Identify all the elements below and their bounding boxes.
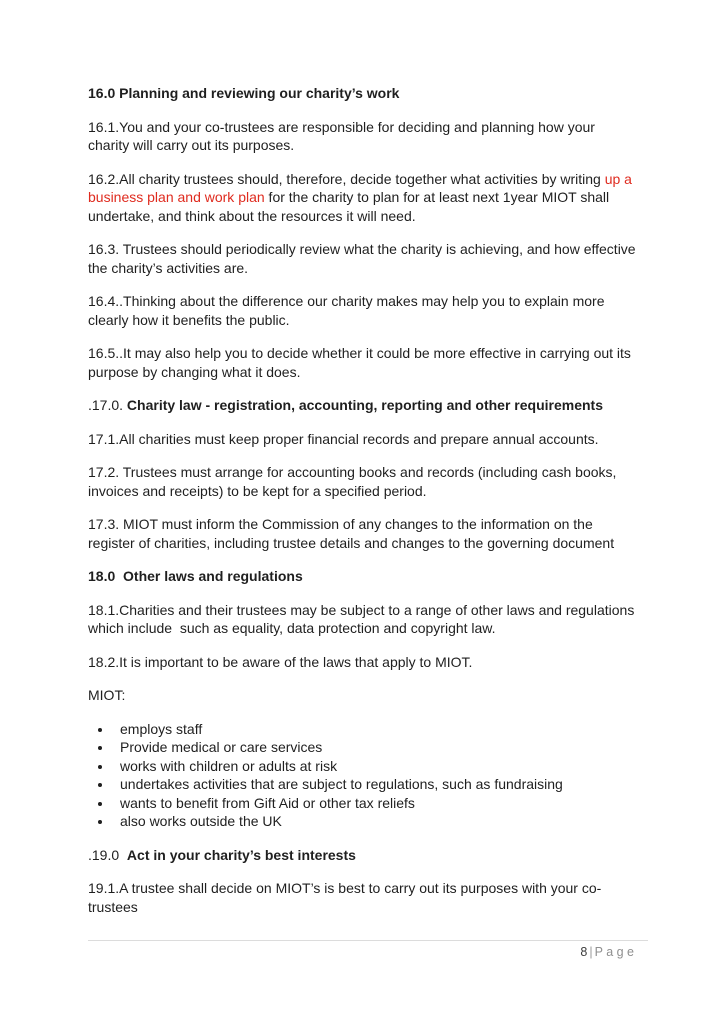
para-16-2 — [88, 170, 638, 226]
list-item: • employs staff — [113, 720, 638, 739]
list-item: • works with children or adults at risk — [113, 757, 638, 776]
para-18-1: 18.1.Charities and their trustees may be subject to a range of other laws and regulations which include such as equality, data protection and copyright law. — [88, 601, 639, 636]
miot-bullet-list — [88, 720, 638, 831]
list-item: • wants to benefit from Gift Aid or other tax reliefs — [113, 794, 638, 813]
section-19-title: Act in your charity’s best interests — [126, 846, 356, 863]
section-17-title: Charity law - registration, accounting, reporting and other requirements — [126, 397, 603, 413]
para-17-2: 17.2. Trustees must arrange for accounting books and records (including cash books, invoices and receipts) to be kept for a specified period. — [88, 464, 621, 499]
para-19-1: 19.1.A trustee shall decide on MIOT’s is best to carry out its purposes with your co-trustees — [88, 880, 602, 915]
list-item: • also works outside the UK — [113, 812, 638, 831]
section-19-number: .19.0 — [88, 846, 127, 863]
page-number: 8 — [580, 945, 588, 959]
para-18-2: 18.2.It is important to be aware of the laws that apply to MIOT. — [88, 653, 473, 670]
footer-page-label: P a g e — [594, 945, 634, 959]
section-17-number: .17.0. — [88, 397, 127, 413]
para-16-2-red-phrase: up a business plan and work plan — [88, 170, 636, 205]
section-19-heading — [88, 846, 638, 865]
para-16-2-prefix: 16.2.All charity trustees should, therefore, decide together what activities by writing — [88, 170, 605, 187]
page-footer — [88, 940, 648, 959]
para-16-2-suffix: for the charity to plan for at least next 1year MIOT shall undertake, and think about the resources it will need. — [88, 189, 614, 224]
footer-separator: | — [589, 945, 593, 959]
list-item: • undertakes activities that are subject to regulations, such as fundraising — [113, 775, 638, 794]
document-content — [88, 84, 638, 931]
para-17-1: 17.1.All charities must keep proper financial records and prepare annual accounts. — [88, 430, 599, 447]
para-16-5: 16.5..It may also help you to decide whether it could be more effective in carrying out its purpose by changing what it does. — [88, 345, 635, 380]
para-16-4: 16.4..Thinking about the difference our charity makes may help you to explain more clearly how it benefits the public. — [88, 293, 609, 328]
list-item: • Provide medical or care services — [113, 738, 638, 757]
section-18-heading: 18.0 Other laws and regulations — [88, 568, 303, 584]
miot-label: MIOT: — [88, 687, 126, 703]
para-16-3: 16.3. Trustees should periodically review what the charity is achieving, and how effective the charity’s activities are. — [88, 241, 640, 276]
para-16-1: 16.1.You and your co-trustees are responsible for deciding and planning how your charity will carry out its purposes. — [88, 118, 599, 153]
section-16-heading: 16.0 Planning and reviewing our charity’s work — [88, 85, 400, 101]
section-17-heading — [88, 396, 638, 415]
para-17-3: 17.3. MIOT must inform the Commission of any changes to the information on the register of charities, including trustee details and changes to the governing document — [88, 516, 615, 551]
